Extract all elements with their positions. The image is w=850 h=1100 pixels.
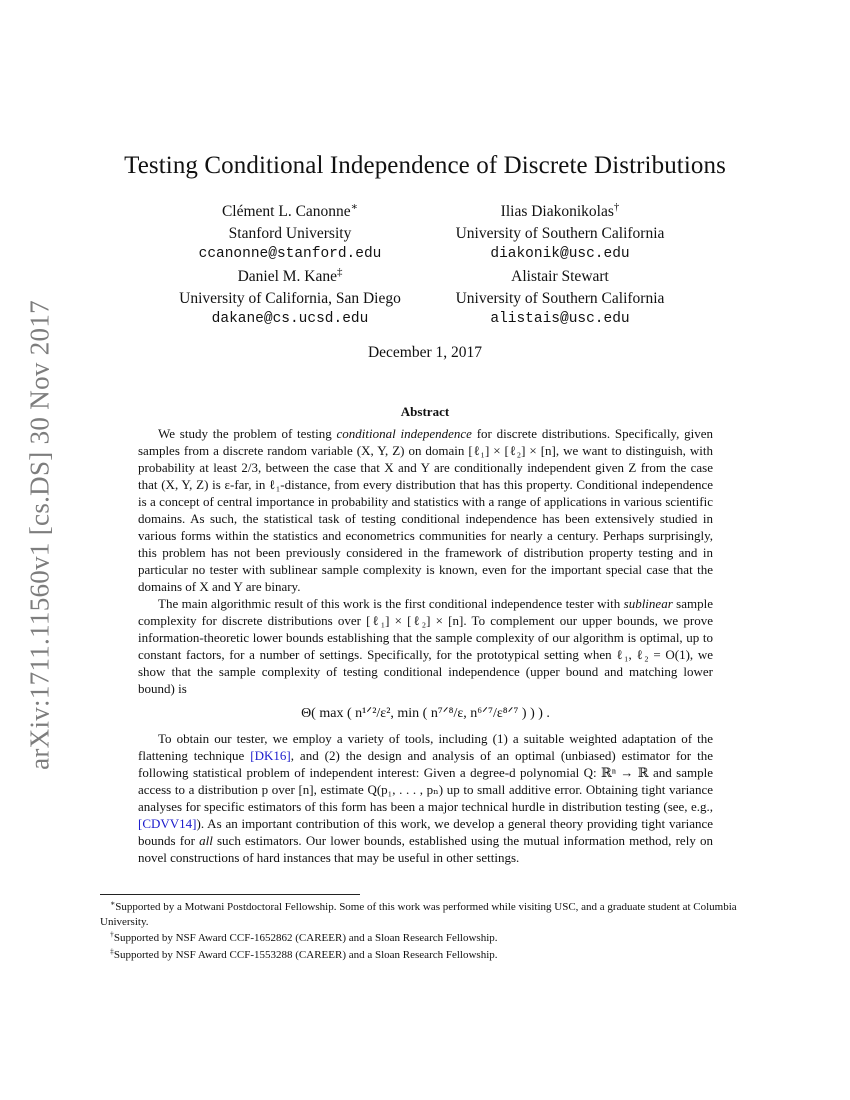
footnote-rule bbox=[100, 894, 360, 895]
author-name: Clément L. Canonne bbox=[221, 203, 351, 220]
author-footnote-mark: † bbox=[613, 200, 620, 213]
author-affiliation: Stanford University bbox=[228, 224, 352, 242]
paper-title: Testing Conditional Independence of Discrete Distributions bbox=[124, 152, 726, 179]
author-block-2 bbox=[420, 201, 700, 266]
footnotes bbox=[100, 900, 750, 964]
author-affiliation: University of Southern California bbox=[455, 289, 665, 307]
author-block-1 bbox=[150, 201, 430, 266]
author-block-4 bbox=[420, 266, 700, 331]
citation-link-cdvv14[interactable]: [CDVV14] bbox=[138, 816, 197, 831]
author-footnote-mark: ∗ bbox=[350, 200, 359, 213]
author-email[interactable]: diakonik@usc.edu bbox=[490, 246, 630, 262]
abstract-paragraph-1: We study the problem of testing conditional independence for discrete distributions. Specifically, given samples from a discrete random variable (X, Y, Z) on domain [ℓ₁] × [ℓ₂] × [n], we want to distinguish, with probability at least 2/3, between the case that X and Y are conditionally independent given Z from the case that (X, Y, Z) is ε-far, in ℓ₁-distance, from every distribution that has this property. Conditional independence is a concept of central importance in probability and statistics with a range of applications in various scientific domains. As such, the statistical task of testing conditional independence has been extensively studied in various forms within the statistics and econometrics communities for nearly a century. Perhaps surprisingly, this problem has not been previously considered in the framework of distribution property testing and in particular no tester with sublinear sample complexity is known, even for the important special case that the domains of X and Y are binary. bbox=[138, 426, 713, 594]
footnote-1: ∗Supported by a Motwani Postdoctoral Fellowship. Some of this work was performed while visiting USC, and a graduate student at Columbia University. bbox=[100, 898, 737, 928]
abstract-paragraph-3: To obtain our tester, we employ a variety of tools, including (1) a suitable weighted adaptation of the flattening technique [DK16], and (2) the design and analysis of an optimal (unbiased) estimator for the following statistical problem of independent interest: Given a degree-d polynomial Q: ℝⁿ → ℝ and sample access to a distribution p over [n], estimate Q(p₁, . . . , pₙ) up to small additive error. Obtaining tight variance analyses for specific estimators of this form has been a major technical hurdle in distribution testing (see, e.g., [CDVV14]). As an important contribution of this work, we develop a general theory providing tight variance bounds for all such estimators. Our lower bounds, established using the mutual information method, rely on novel constructions of hard instances that may be useful in other settings. bbox=[138, 731, 713, 865]
author-email[interactable]: alistais@usc.edu bbox=[490, 311, 630, 327]
abstract-heading: Abstract bbox=[400, 404, 450, 419]
abstract-paragraph-2: The main algorithmic result of this work is the first conditional independence tester with sublinear sample complexity for discrete distributions over [ℓ₁] × [ℓ₂] × [n]. To complement our upper bounds, we prove information-theoretic lower bounds establishing that the sample complexity of our algorithm is optimal, up to constant factors, for a number of settings. Specifically, for the prototypical setting when ℓ₁, ℓ₂ = O(1), we show that the sample complexity of testing conditional independence (upper bound and matching lower bound) is bbox=[138, 596, 713, 696]
footnote-3: ‡Supported by NSF Award CCF-1553288 (CAREER) and a Sloan Research Fellowship. bbox=[110, 945, 498, 961]
author-block-3 bbox=[150, 266, 430, 331]
author-name: Daniel M. Kane bbox=[237, 268, 337, 285]
arxiv-identifier: arXiv:1711.11560v1 [cs.DS] 30 Nov 2017 bbox=[24, 300, 55, 770]
citation-link-dk16[interactable]: [DK16] bbox=[250, 748, 291, 763]
author-email[interactable]: dakane@cs.ucsd.edu bbox=[211, 311, 369, 327]
author-affiliation: University of Southern California bbox=[455, 224, 665, 242]
author-email[interactable]: ccanonne@stanford.edu bbox=[198, 246, 382, 262]
arxiv-side-stamp bbox=[20, 290, 60, 780]
author-affiliation: University of California, San Diego bbox=[179, 289, 401, 307]
author-name: Alistair Stewart bbox=[511, 268, 609, 285]
abstract-body bbox=[138, 425, 713, 866]
author-name: Ilias Diakonikolas bbox=[500, 203, 614, 220]
display-formula: Θ( max ( n¹ᐟ²/ε², min ( n⁷ᐟ⁸/ε, n⁶ᐟ⁷/ε⁸ᐟ⁷ ) ) ) . bbox=[301, 706, 550, 721]
paper-date: December 1, 2017 bbox=[367, 344, 483, 361]
author-footnote-mark: ‡ bbox=[337, 265, 343, 278]
footnote-2: †Supported by NSF Award CCF-1652862 (CAREER) and a Sloan Research Fellowship. bbox=[110, 929, 498, 944]
